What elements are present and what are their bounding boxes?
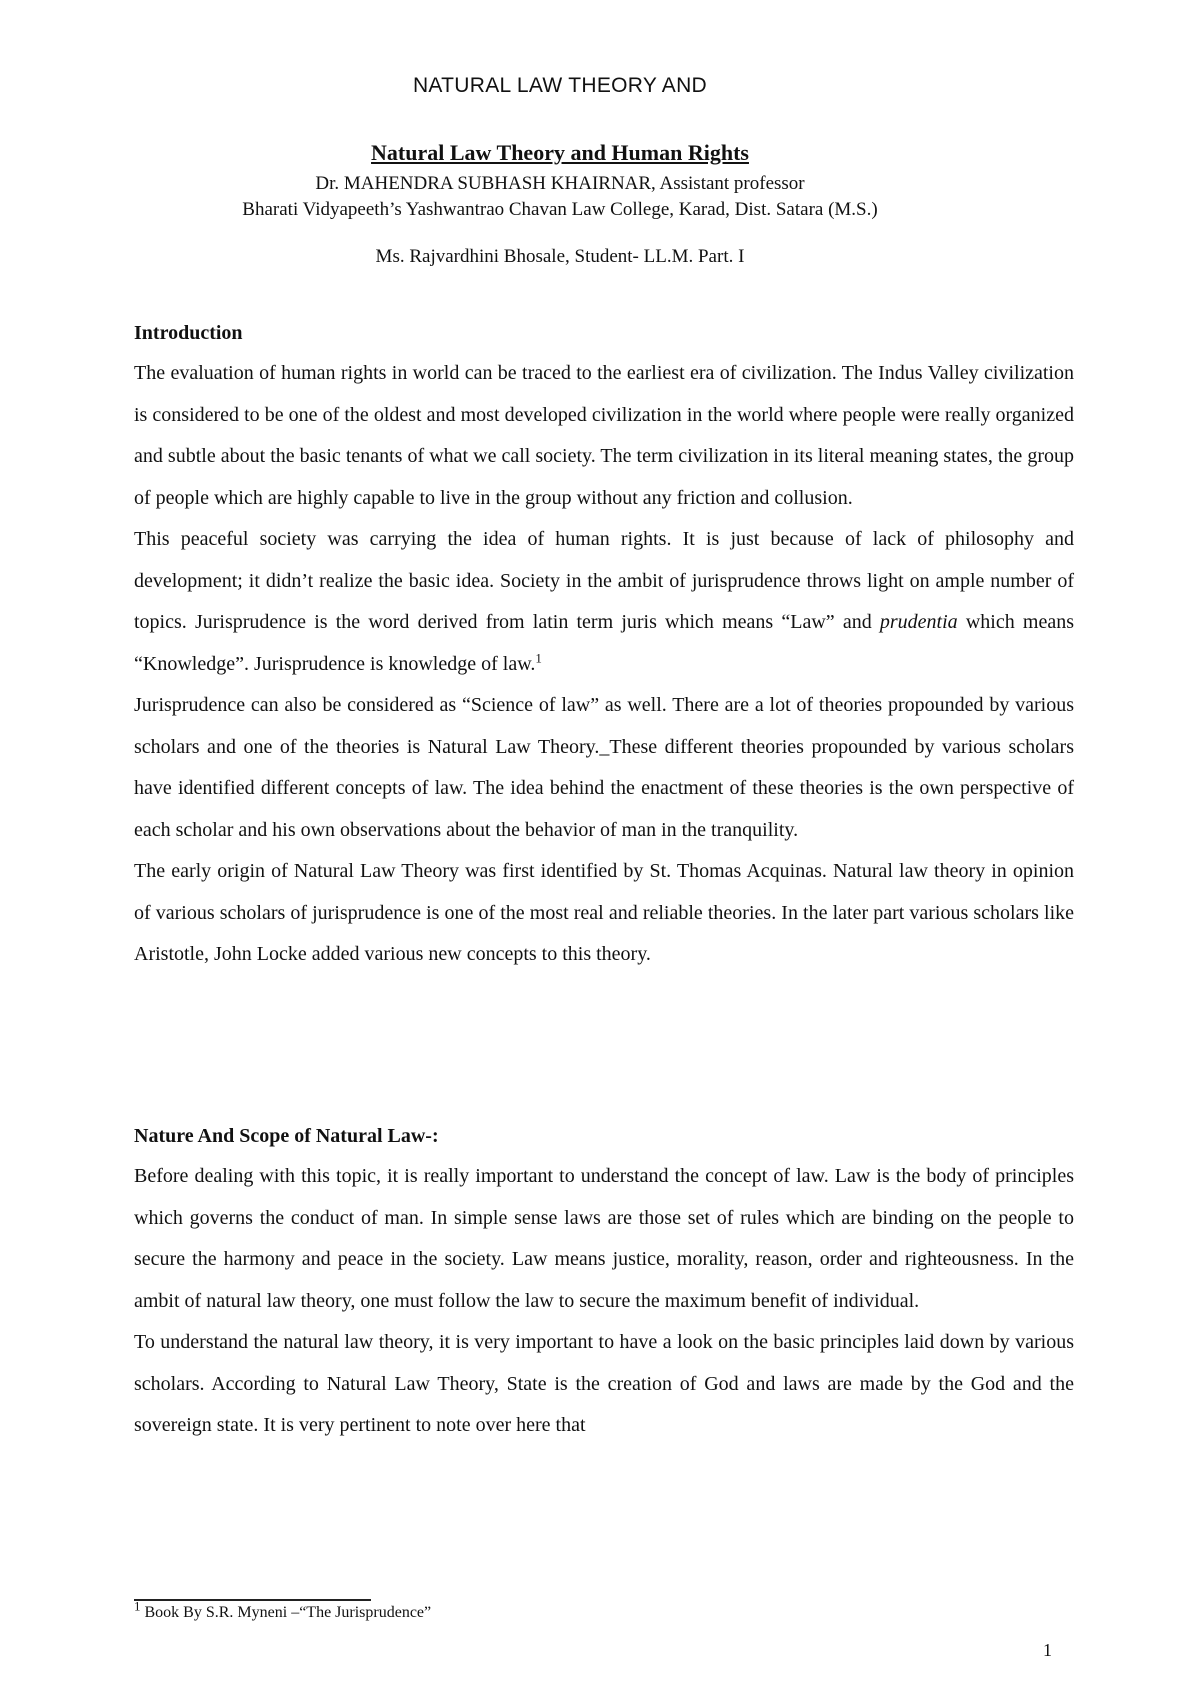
footnote-reference: 1: [535, 649, 542, 665]
intro-paragraph-3: Jurisprudence can also be considered as “Science of law” as well. There are a lot of theories propounded by various scholars and one of the theories is Natural Law Theory._These different theories propounded by various scholars have identified different concepts of law. The idea behind the enactment of these theories is the own perspective of each scholar and his own observations about the behavior of man in the tranquility.: [134, 694, 1074, 841]
author-line-2: Ms. Rajvardhini Bhosale, Student- LL.M. Part. I: [375, 246, 745, 267]
author-line-1: Dr. MAHENDRA SUBHASH KHAIRNAR, Assistant professor: [315, 173, 805, 194]
nature-heading: Nature And Scope of Natural Law-:: [134, 1125, 439, 1147]
intro-paragraph-2-start: This peaceful society was carrying the idea of human rights. It is just because of lack of philosophy and development; it didn’t realize the basic idea. Society in the ambit of jurisprudence throws light on ample number of topics. Jurisprudence is the word derived from latin term juris which means “Law” and: [134, 528, 1074, 633]
nature-section: [134, 1116, 1074, 1447]
nature-paragraph-1: Before dealing with this topic, it is really important to understand the concept of law. Law is the body of principles which governs the conduct of man. In simple sense laws are those set of rules which are binding on the people to secure the harmony and peace in the society. Law means justice, morality, reason, order and righteousness. In the ambit of natural law theory, one must follow the law to secure the maximum benefit of individual.: [134, 1165, 1074, 1312]
intro-paragraph-2-end: which means “Knowledge”. Jurisprudence is knowledge of law.: [134, 611, 1074, 675]
intro-paragraph-1: The evaluation of human rights in world can be traced to the earliest era of civilization. The Indus Valley civilization is considered to be one of the oldest and most developed civilization in the world where people were really organized and subtle about the basic tenants of what we call society. The term civilization in its literal meaning states, the group of people which are highly capable to live in the group without any friction and collusion.: [134, 362, 1074, 509]
page-number: 1: [1043, 1640, 1052, 1660]
author-affiliation: Bharati Vidyapeeth’s Yashwantrao Chavan Law College, Karad, Dist. Satara (M.S.): [242, 199, 878, 220]
intro-paragraph-2: [134, 519, 1074, 685]
footnote-marker: 1: [134, 1598, 141, 1614]
introduction-section: [134, 313, 1074, 976]
footnote-separator: [134, 1599, 371, 1601]
prudentia-term: prudentia: [879, 611, 958, 633]
footnote-text: Book By S.R. Myneni –“The Jurisprudence”: [140, 1604, 432, 1621]
paper-title: Natural Law Theory and Human Rights: [371, 140, 749, 165]
intro-paragraph-4: The early origin of Natural Law Theory was first identified by St. Thomas Acquinas. Natural law theory in opinion of various scholars of jurisprudence is one of the most real and reliable theories. In the later part various scholars like Aristotle, John Locke added various new concepts to this theory.: [134, 860, 1074, 965]
page-header: NATURAL LAW THEORY AND: [412, 74, 708, 97]
footnote: [134, 1598, 432, 1622]
introduction-heading: Introduction: [134, 322, 243, 344]
nature-paragraph-2: To understand the natural law theory, it is very important to have a look on the basic principles laid down by various scholars. According to Natural Law Theory, State is the creation of God and laws are made by the God and the sovereign state. It is very pertinent to note over here that: [134, 1331, 1074, 1436]
